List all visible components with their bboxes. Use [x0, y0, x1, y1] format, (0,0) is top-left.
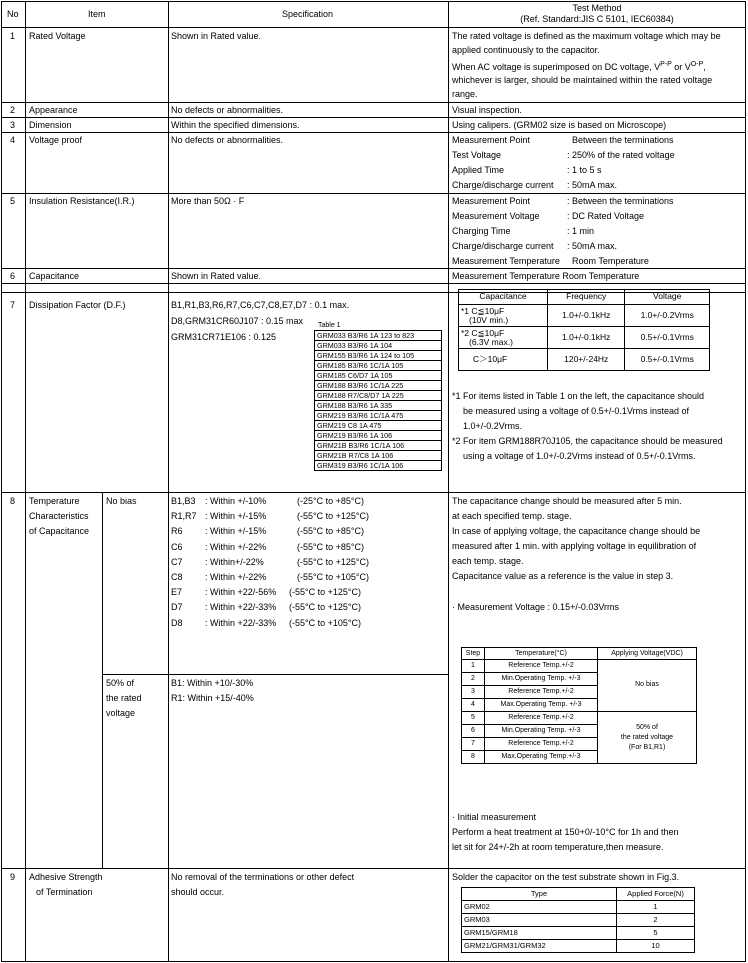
row5-no: 5 — [10, 196, 16, 206]
row-line — [1, 283, 746, 284]
row9-method: Solder the capacitor on the test substrate shown in Fig.3. — [452, 872, 680, 882]
table-row — [462, 914, 695, 927]
row8-method-3: In case of applying voltage, the capacitance change should be — [452, 526, 701, 536]
row9-spec-2: should occur. — [171, 887, 225, 897]
table-header-cell: Temperature(°C) — [485, 648, 598, 660]
temp-step-table — [461, 647, 697, 764]
table-border-left — [1, 1, 2, 961]
row-line — [1, 268, 746, 269]
row1-method-3: When AC voltage is superimposed on DC voltage, $V^{P-P}$ or $V^{O-P}$, — [452, 61, 706, 72]
step-number: 1 — [462, 660, 485, 673]
capacitance-cond: *1 C≦10μF — [461, 305, 505, 316]
table1-cell: GRM155 B3/R6 1A 124 to 105 — [315, 351, 442, 361]
row4-value-2: : 250% of the rated voltage — [567, 150, 675, 160]
row7-note1-c: 1.0+/-0.2Vrms. — [463, 421, 522, 431]
table-row — [315, 341, 442, 351]
step-temperature: Reference Temp.+/-2 — [485, 660, 598, 673]
force-type: GRM21/GRM31/GRM32 — [462, 940, 617, 953]
capacitance-cond: *2 C≦10μF — [461, 327, 505, 338]
row3-method: Using calipers. (GRM02 size is based on Microscope) — [452, 120, 667, 130]
step-temperature: Reference Temp.+/-2 — [485, 686, 598, 699]
step-number: 5 — [462, 712, 485, 725]
header-spec: Specification — [282, 9, 334, 19]
step-number: 4 — [462, 699, 485, 712]
row8-item-3: of Capacitance — [29, 526, 90, 536]
row8-method-2: at each specified temp. stage. — [452, 511, 572, 521]
row4-spec: No defects or abnormalities. — [171, 135, 284, 145]
table-row — [459, 327, 710, 349]
table1-cell: GRM188 B3/R6 1C/1A 225 — [315, 381, 442, 391]
row8-item-1: Temperature — [29, 496, 80, 506]
header-item: Item — [88, 9, 106, 19]
table-header-row — [462, 648, 697, 660]
table-header-cell: Type — [462, 888, 617, 901]
voltage-half-line: the rated voltage — [620, 733, 674, 741]
table-row — [459, 305, 710, 327]
table-row — [315, 331, 442, 341]
row5-value-2: : DC Rated Voltage — [567, 211, 645, 221]
row-line — [1, 102, 746, 103]
voltage-half-rated — [598, 712, 697, 764]
char-code: R6 — [171, 526, 183, 537]
force-type: GRM15/GRM18 — [462, 927, 617, 940]
char-range: (-55°C to +125°C) — [289, 587, 361, 598]
step-number: 7 — [462, 738, 485, 751]
force-type: GRM03 — [462, 914, 617, 927]
table1-cell: GRM033 B3/R6 1A 104 — [315, 341, 442, 351]
table-row — [462, 940, 695, 953]
char-range: (-55°C to +125°C) — [289, 602, 361, 613]
row8-initial-3: let sit for 24+/-2h at room temperature,then measure. — [452, 842, 664, 852]
row8-method-4: measured after 1 min. with applying voltage in equilibration of — [452, 541, 697, 551]
row-line — [1, 492, 746, 493]
table-row — [462, 901, 695, 914]
table1-cell: GRM219 B3/R6 1C/1A 475 — [315, 411, 442, 421]
char-tolerance: : Within +/-22% — [205, 541, 267, 552]
table-row — [315, 441, 442, 451]
table1-cell: GRM188 B3/R6 1A 335 — [315, 401, 442, 411]
row6-no: 6 — [10, 271, 16, 281]
char-tolerance: : Within +22/-56% — [205, 587, 277, 598]
header-no: No — [7, 9, 19, 19]
step-number: 3 — [462, 686, 485, 699]
row7-item: Dissipation Factor (D.F.) — [29, 300, 126, 310]
row1-method-4: whichever is larger, should be maintained within the rated voltage — [452, 75, 713, 85]
dissipation-conditions-table — [458, 289, 710, 371]
row5-value-5: Room Temperature — [572, 256, 649, 266]
row5-value-3: : 1 min — [567, 226, 595, 236]
table-row — [315, 431, 442, 441]
char-tolerance: : Within +22/-33% — [205, 617, 277, 628]
row7-spec-2: D8,GRM31CR60J107 : 0.15 max — [171, 316, 304, 326]
row8-sub-nobias: No bias — [106, 496, 137, 506]
voltage-half-line: 50% of — [636, 723, 658, 731]
table-cell — [459, 349, 548, 371]
row8-method-6: Capacitance value as a reference is the value in step 3. — [452, 571, 674, 581]
row-line — [102, 674, 448, 675]
applied-force-table — [461, 887, 695, 953]
char-range: (-25°C to +85°C) — [297, 496, 364, 506]
row5-label-5: Measurement Temperature — [452, 256, 560, 266]
table-cell — [459, 327, 548, 349]
row7-spec-1: B1,R1,B3,R6,R7,C6,C7,C8,E7,D7 : 0.1 max. — [171, 300, 350, 310]
row8-sub-half-1: 50% of — [106, 678, 135, 688]
row4-label-1: Measurement Point — [452, 135, 531, 145]
char-code: B1,B3 — [171, 496, 196, 506]
step-number: 8 — [462, 751, 485, 764]
row8-sub-half-3: voltage — [106, 708, 136, 718]
row2-item: Appearance — [29, 105, 78, 115]
row9-item-2: of Termination — [36, 887, 93, 897]
table-border-right — [745, 1, 746, 961]
table-header-row — [459, 290, 710, 305]
force-value: 5 — [617, 927, 695, 940]
row1-spec: Shown in Rated value. — [171, 31, 262, 41]
table-header-cell: Voltage — [625, 290, 710, 305]
row4-value-4: : 50mA max. — [567, 180, 618, 190]
force-value: 2 — [617, 914, 695, 927]
row3-item: Dimension — [29, 120, 72, 130]
step-temperature: Max.Operating Temp. +/-3 — [485, 699, 598, 712]
table-row — [315, 411, 442, 421]
row-line — [1, 117, 746, 118]
table1-cell: GRM185 C6/D7 1A 105 — [315, 371, 442, 381]
row5-spec: More than 50Ω · F — [171, 196, 245, 206]
table-cell: 1.0+/-0.1kHz — [548, 327, 625, 349]
row8-item-2: Characteristics — [29, 511, 89, 521]
step-temperature: Reference Temp.+/-2 — [485, 738, 598, 751]
char-tolerance: : Within+/-22% — [205, 556, 264, 567]
voltage-half-line: (For B1,R1) — [628, 743, 666, 751]
table-cell — [459, 305, 548, 327]
row5-value-1: : Between the terminations — [567, 196, 674, 206]
row8-initial-2: Perform a heat treatment at 150+0/-10°C for 1h and then — [452, 827, 679, 837]
row5-label-2: Measurement Voltage — [452, 211, 540, 221]
row-line — [1, 961, 746, 962]
char-code: D7 — [171, 602, 183, 613]
row4-value-1: Between the terminations — [572, 135, 674, 145]
table-header-cell: Frequency — [548, 290, 625, 305]
table-row — [462, 927, 695, 940]
table-row — [315, 351, 442, 361]
table-row — [462, 660, 697, 673]
row8-method-1: The capacitance change should be measured after 5 min. — [452, 496, 682, 506]
capacitance-sub: (10V min.) — [469, 314, 509, 325]
char-code: C7 — [171, 556, 183, 567]
row5-label-3: Charging Time — [452, 226, 511, 236]
table-row — [315, 421, 442, 431]
row9-no: 9 — [10, 872, 16, 882]
char-range: (-55°C to +125°C) — [297, 556, 369, 567]
row-line — [1, 132, 746, 133]
row4-value-3: : 1 to 5 s — [567, 165, 602, 175]
row8-method-5: each temp. stage. — [452, 556, 524, 566]
step-temperature: Reference Temp.+/-2 — [485, 712, 598, 725]
row6-spec: Shown in Rated value. — [171, 271, 262, 281]
row1-item: Rated Voltage — [29, 31, 86, 41]
table-cell: 120+/-24Hz — [548, 349, 625, 371]
row7-note1-a: *1 For items listed in Table 1 on the left, the capacitance should — [452, 391, 704, 401]
row6-item: Capacitance — [29, 271, 80, 281]
table-row — [315, 401, 442, 411]
char-range: (-55°C to +85°C) — [297, 541, 364, 552]
char-range: (-55°C to +85°C) — [297, 526, 364, 537]
step-temperature: Max.Operating Temp.+/-3 — [485, 751, 598, 764]
row8-method-7: · Measurement Voltage : 0.15+/-0.03Vrms — [452, 602, 620, 612]
table1-cell: GRM185 B3/R6 1C/1A 105 — [315, 361, 442, 371]
row7-spec-3: GRM31CR71E106 : 0.125 — [171, 332, 277, 342]
char-range: (-55°C to +105°C) — [297, 572, 369, 582]
row3-no: 3 — [10, 120, 16, 130]
table-row — [315, 391, 442, 401]
row-line — [1, 1, 746, 2]
row5-label-1: Measurement Point — [452, 196, 531, 206]
table-header-cell: Step — [462, 648, 485, 660]
table-row — [315, 451, 442, 461]
row-line — [1, 193, 746, 194]
row1-method-2: applied continuously to the capacitor. — [452, 45, 600, 55]
header-method-ref: (Ref. Standard:JIS C 5101, IEC60384) — [520, 14, 674, 24]
char-code: C8 — [171, 572, 183, 582]
row8-r1: R1: Within +15/-40% — [171, 693, 254, 703]
step-temperature: Min.Operating Temp. +/-3 — [485, 673, 598, 686]
char-code: D8 — [171, 617, 183, 628]
char-range: (-55°C to +125°C) — [297, 511, 369, 522]
row8-b1: B1: Within +10/-30% — [171, 678, 254, 688]
table-row — [315, 361, 442, 371]
table-header-cell: Capacitance — [459, 290, 548, 305]
table1-label: Table 1 — [318, 322, 341, 329]
row1-method-1: The rated voltage is defined as the maximum voltage which may be — [452, 31, 721, 41]
row1-method-5: range. — [452, 89, 478, 99]
row4-label-4: Charge/discharge current — [452, 180, 554, 190]
table-cell: 1.0+/-0.2Vrms — [625, 305, 710, 327]
capacitance-cond: C＞10μF — [473, 354, 508, 364]
table-header-row — [462, 888, 695, 901]
row8-initial-1: · Initial measurement — [452, 812, 537, 822]
table-row — [315, 381, 442, 391]
row1-no: 1 — [10, 31, 16, 41]
row6-method: Measurement Temperature Room Temperature — [452, 271, 640, 281]
row-line — [1, 868, 746, 869]
row4-label-3: Applied Time — [452, 165, 505, 175]
row5-value-4: : 50mA max. — [567, 241, 618, 251]
table-row — [315, 371, 442, 381]
capacitance-sub: (6.3V max.) — [469, 336, 513, 347]
char-code: R1,R7 — [171, 511, 197, 522]
char-tolerance: : Within +22/-33% — [205, 602, 277, 613]
row2-method: Visual inspection. — [452, 105, 522, 115]
table1-cell: GRM21B B3/R6 1C/1A 106 — [315, 441, 442, 451]
col-divider-sub — [102, 492, 103, 868]
row7-note2-b: using a voltage of 1.0+/-0.2Vrms instead of 0.5+/-0.1Vrms. — [463, 451, 696, 461]
row9-item-1: Adhesive Strength — [29, 872, 103, 882]
table1-cell: GRM188 R7/C8/D7 1A 225 — [315, 391, 442, 401]
char-tolerance: : Within +/-15% — [205, 526, 267, 537]
row4-no: 4 — [10, 135, 16, 145]
table-header-cell: Applied Force(N) — [617, 888, 695, 901]
table1-cell: GRM033 B3/R6 1A 123 to 823 — [315, 331, 442, 341]
row4-label-2: Test Voltage — [452, 150, 502, 160]
char-code: E7 — [171, 587, 183, 598]
table-cell: 1.0+/-0.1kHz — [548, 305, 625, 327]
table-row — [459, 349, 710, 371]
table1-cell: GRM21B R7/C8 1A 106 — [315, 451, 442, 461]
row8-sub-half-2: the rated — [106, 693, 142, 703]
table-cell: 0.5+/-0.1Vrms — [625, 349, 710, 371]
step-temperature: Min.Operating Temp. +/-3 — [485, 725, 598, 738]
step-number: 2 — [462, 673, 485, 686]
force-type: GRM02 — [462, 901, 617, 914]
char-tolerance: : Within +/-10% — [205, 496, 267, 506]
row2-spec: No defects or abnormalities. — [171, 105, 284, 115]
row9-spec-1: No removal of the terminations or other defect — [171, 872, 355, 882]
table1 — [314, 330, 442, 471]
table1-cell: GRM219 B3/R6 1A 106 — [315, 431, 442, 441]
header-method-title: Test Method — [572, 3, 622, 13]
row5-label-4: Charge/discharge current — [452, 241, 554, 251]
char-tolerance: : Within +/-22% — [205, 572, 267, 582]
row7-no: 7 — [10, 300, 16, 310]
table1-cell: GRM319 B3/R6 1C/1A 106 — [315, 461, 442, 471]
force-value: 10 — [617, 940, 695, 953]
row8-no: 8 — [10, 496, 16, 506]
force-value: 1 — [617, 901, 695, 914]
table-row — [315, 461, 442, 471]
char-range: (-55°C to +105°C) — [289, 617, 361, 628]
table-header-cell: Applying Voltage(VDC) — [598, 648, 697, 660]
step-number: 6 — [462, 725, 485, 738]
col-divider-item — [168, 1, 169, 961]
char-tolerance: : Within +/-15% — [205, 511, 267, 522]
table1-cell: GRM219 C8 1A 475 — [315, 421, 442, 431]
table-row — [462, 712, 697, 725]
row2-no: 2 — [10, 105, 16, 115]
table-cell: 0.5+/-0.1Vrms — [625, 327, 710, 349]
row3-spec: Within the specified dimensions. — [171, 120, 300, 130]
row7-note2-a: *2 For item GRM188R70J105, the capacitance should be measured — [452, 436, 723, 446]
col-divider-no — [25, 1, 26, 961]
row4-item: Voltage proof — [29, 135, 83, 145]
row-line — [1, 27, 746, 28]
row5-item: Insulation Resistance(I.R.) — [29, 196, 135, 206]
voltage-nobias: No bias — [598, 660, 697, 712]
col-divider-spec — [448, 1, 449, 961]
char-code: C6 — [171, 541, 183, 552]
row7-note1-b: be measured using a voltage of 0.5+/-0.1Vrms instead of — [463, 406, 690, 416]
